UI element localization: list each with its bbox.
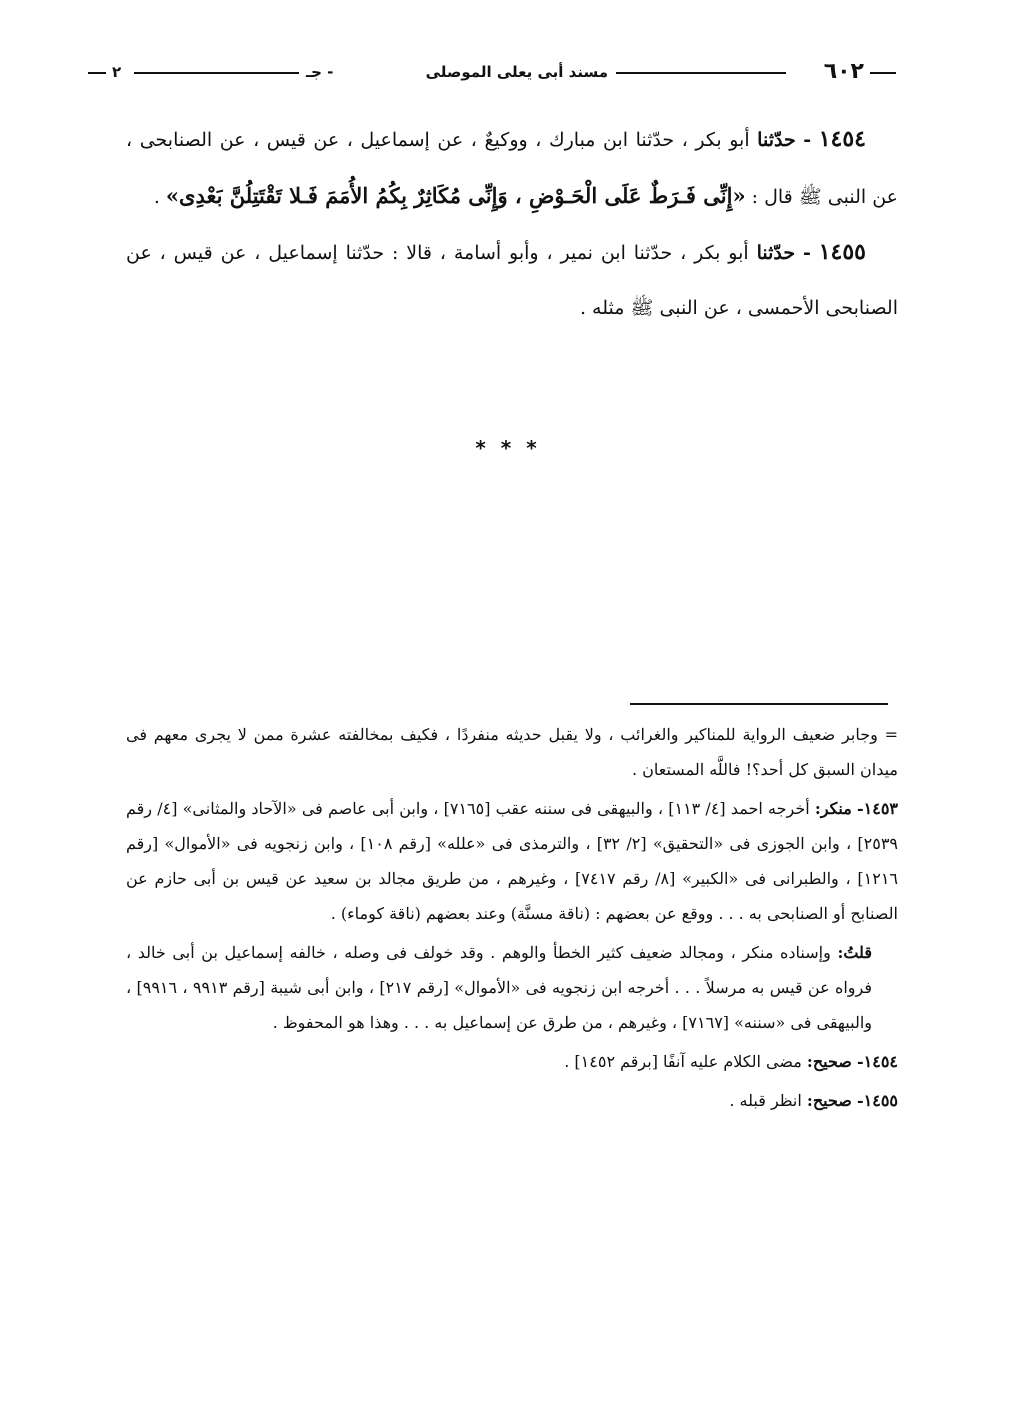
entry-dash: -: [803, 129, 812, 151]
comment-text: وإسناده منكر ، ومجالد ضعيف كثير الخطأ والوهم . وقد خولف فى وصله ، خالفه إسماعيل بن أبى خالد ، فرواه عن قيس به مرسلاً . . . أخرجه ابن زنجويه فى «الأموال» [رقم ٢١٧] ، وابن أبى شيبة [رقم ٩٩١٣ ، ٩٩١٦] ، والبيهقى فى «سننه» [٧١٦٧] ، وغيرهم ، من طرق عن إسماعيل به . . . وهذا هو المحفوظ .: [126, 943, 872, 1032]
running-header: [88, 58, 896, 88]
book-title: مسند أبى يعلى الموصلى: [425, 63, 608, 81]
comment-lead: قلتُ:: [837, 943, 872, 962]
footnote-text: أخرجه احمد [٤/ ١١٣] ، والبيهقى فى سننه عقب [٧١٦٥] ، وابن أبى عاصم فى «الآحاد والمثانى» [٤/ رقم ٢٥٣٩] ، وابن الجوزى فى «التحقيق» [٢/ ٣٢] ، والترمذى فى «علله» [رقم ١٠٨] ، وابن زنجويه فى «الأموال» [رقم ١٢١٦] ، والطبرانى فى «الكبير» [٨/ رقم ٧٤١٧] ، وغيرهم ، من طريق مجالد بن سعيد عن قيس بن أبى حازم عن الصنابح أو الصنابحى به . . . ووقع عن بعضهم : (ناقة مسنَّة) وعند بعضهم (ناقة كوماء) .: [126, 799, 899, 923]
footnote-grade: صحيح:: [806, 1091, 852, 1110]
isnad-text: أبو بكر ، حدّثنا ابن نمير ، وأبو أسامة ، قالا : حدّثنا إسماعيل ، عن قيس ، عن الصنابحى الأحمسى ، عن النبى ﷺ مثله .: [126, 242, 898, 319]
footnote-grade: منكر:: [814, 799, 852, 818]
hadith-number: ١٤٥٤: [818, 126, 866, 152]
isnad-text: أبو بكر ، حدّثنا ابن مبارك ، ووكيعٌ ، عن إسماعيل ، عن قيس ، عن الصنابحى ، عن النبى ﷺ قال :: [126, 129, 898, 208]
hadith-number: ١٤٥٥: [818, 239, 866, 265]
hadith-entry-1455: [126, 225, 898, 336]
entry-lead-word: حدّثنا: [757, 129, 796, 151]
footnote-text: مضى الكلام عليه آنفًا [برقم ١٤٥٢] .: [564, 1052, 802, 1071]
entry-lead-word: حدّثنا: [756, 242, 796, 264]
footnote-rule: [630, 703, 888, 705]
footnote-number: ١٤٥٥-: [856, 1091, 898, 1110]
page-number: ٦٠٢: [823, 59, 864, 84]
entry-dash: -: [802, 242, 811, 264]
footnote-text: انظر قبله .: [729, 1091, 802, 1110]
volume-number: ٢: [112, 63, 122, 81]
footnote-number: ١٤٥٤-: [856, 1052, 898, 1071]
header-rule-right: [870, 72, 896, 74]
footnote-grade: صحيح:: [806, 1052, 852, 1071]
entry-end: .: [153, 186, 160, 208]
hadith-matn: «إِنِّى فَـرَطٌ عَلَى الْحَـوْضِ ، وَإِنِّى مُكَاثِرٌ بِكُمُ الأُمَمَ فَـلا تَقْتَتِلُنَّ بَعْدِى»: [165, 183, 746, 208]
header-rule-left: [88, 72, 106, 74]
volume-label: - جـ: [306, 63, 334, 81]
volume-label-text: جـ: [306, 63, 322, 81]
hadith-entry-1454: [126, 112, 898, 225]
main-text: [126, 112, 898, 336]
header-rule-center-left: [134, 72, 299, 74]
footnote-1455: [126, 1083, 898, 1118]
footnote-1453: [126, 791, 898, 931]
footnote-number: ١٤٥٣-: [857, 799, 899, 818]
footnote-1454: [126, 1044, 898, 1079]
section-separator: * * *: [475, 436, 541, 460]
header-rule-center-right: [616, 72, 786, 74]
footnotes: [126, 717, 898, 1122]
footnote-continuation: = وجابر ضعيف الرواية للمناكير والغرائب ، ولا يقبل حديثه منفردًا ، فكيف بمخالفته عشرة ممن لا يجرى معهم فى ميدان السبق كل أحد؟! فاللَّه المستعان .: [126, 725, 898, 779]
footnote-comment: [126, 935, 898, 1040]
